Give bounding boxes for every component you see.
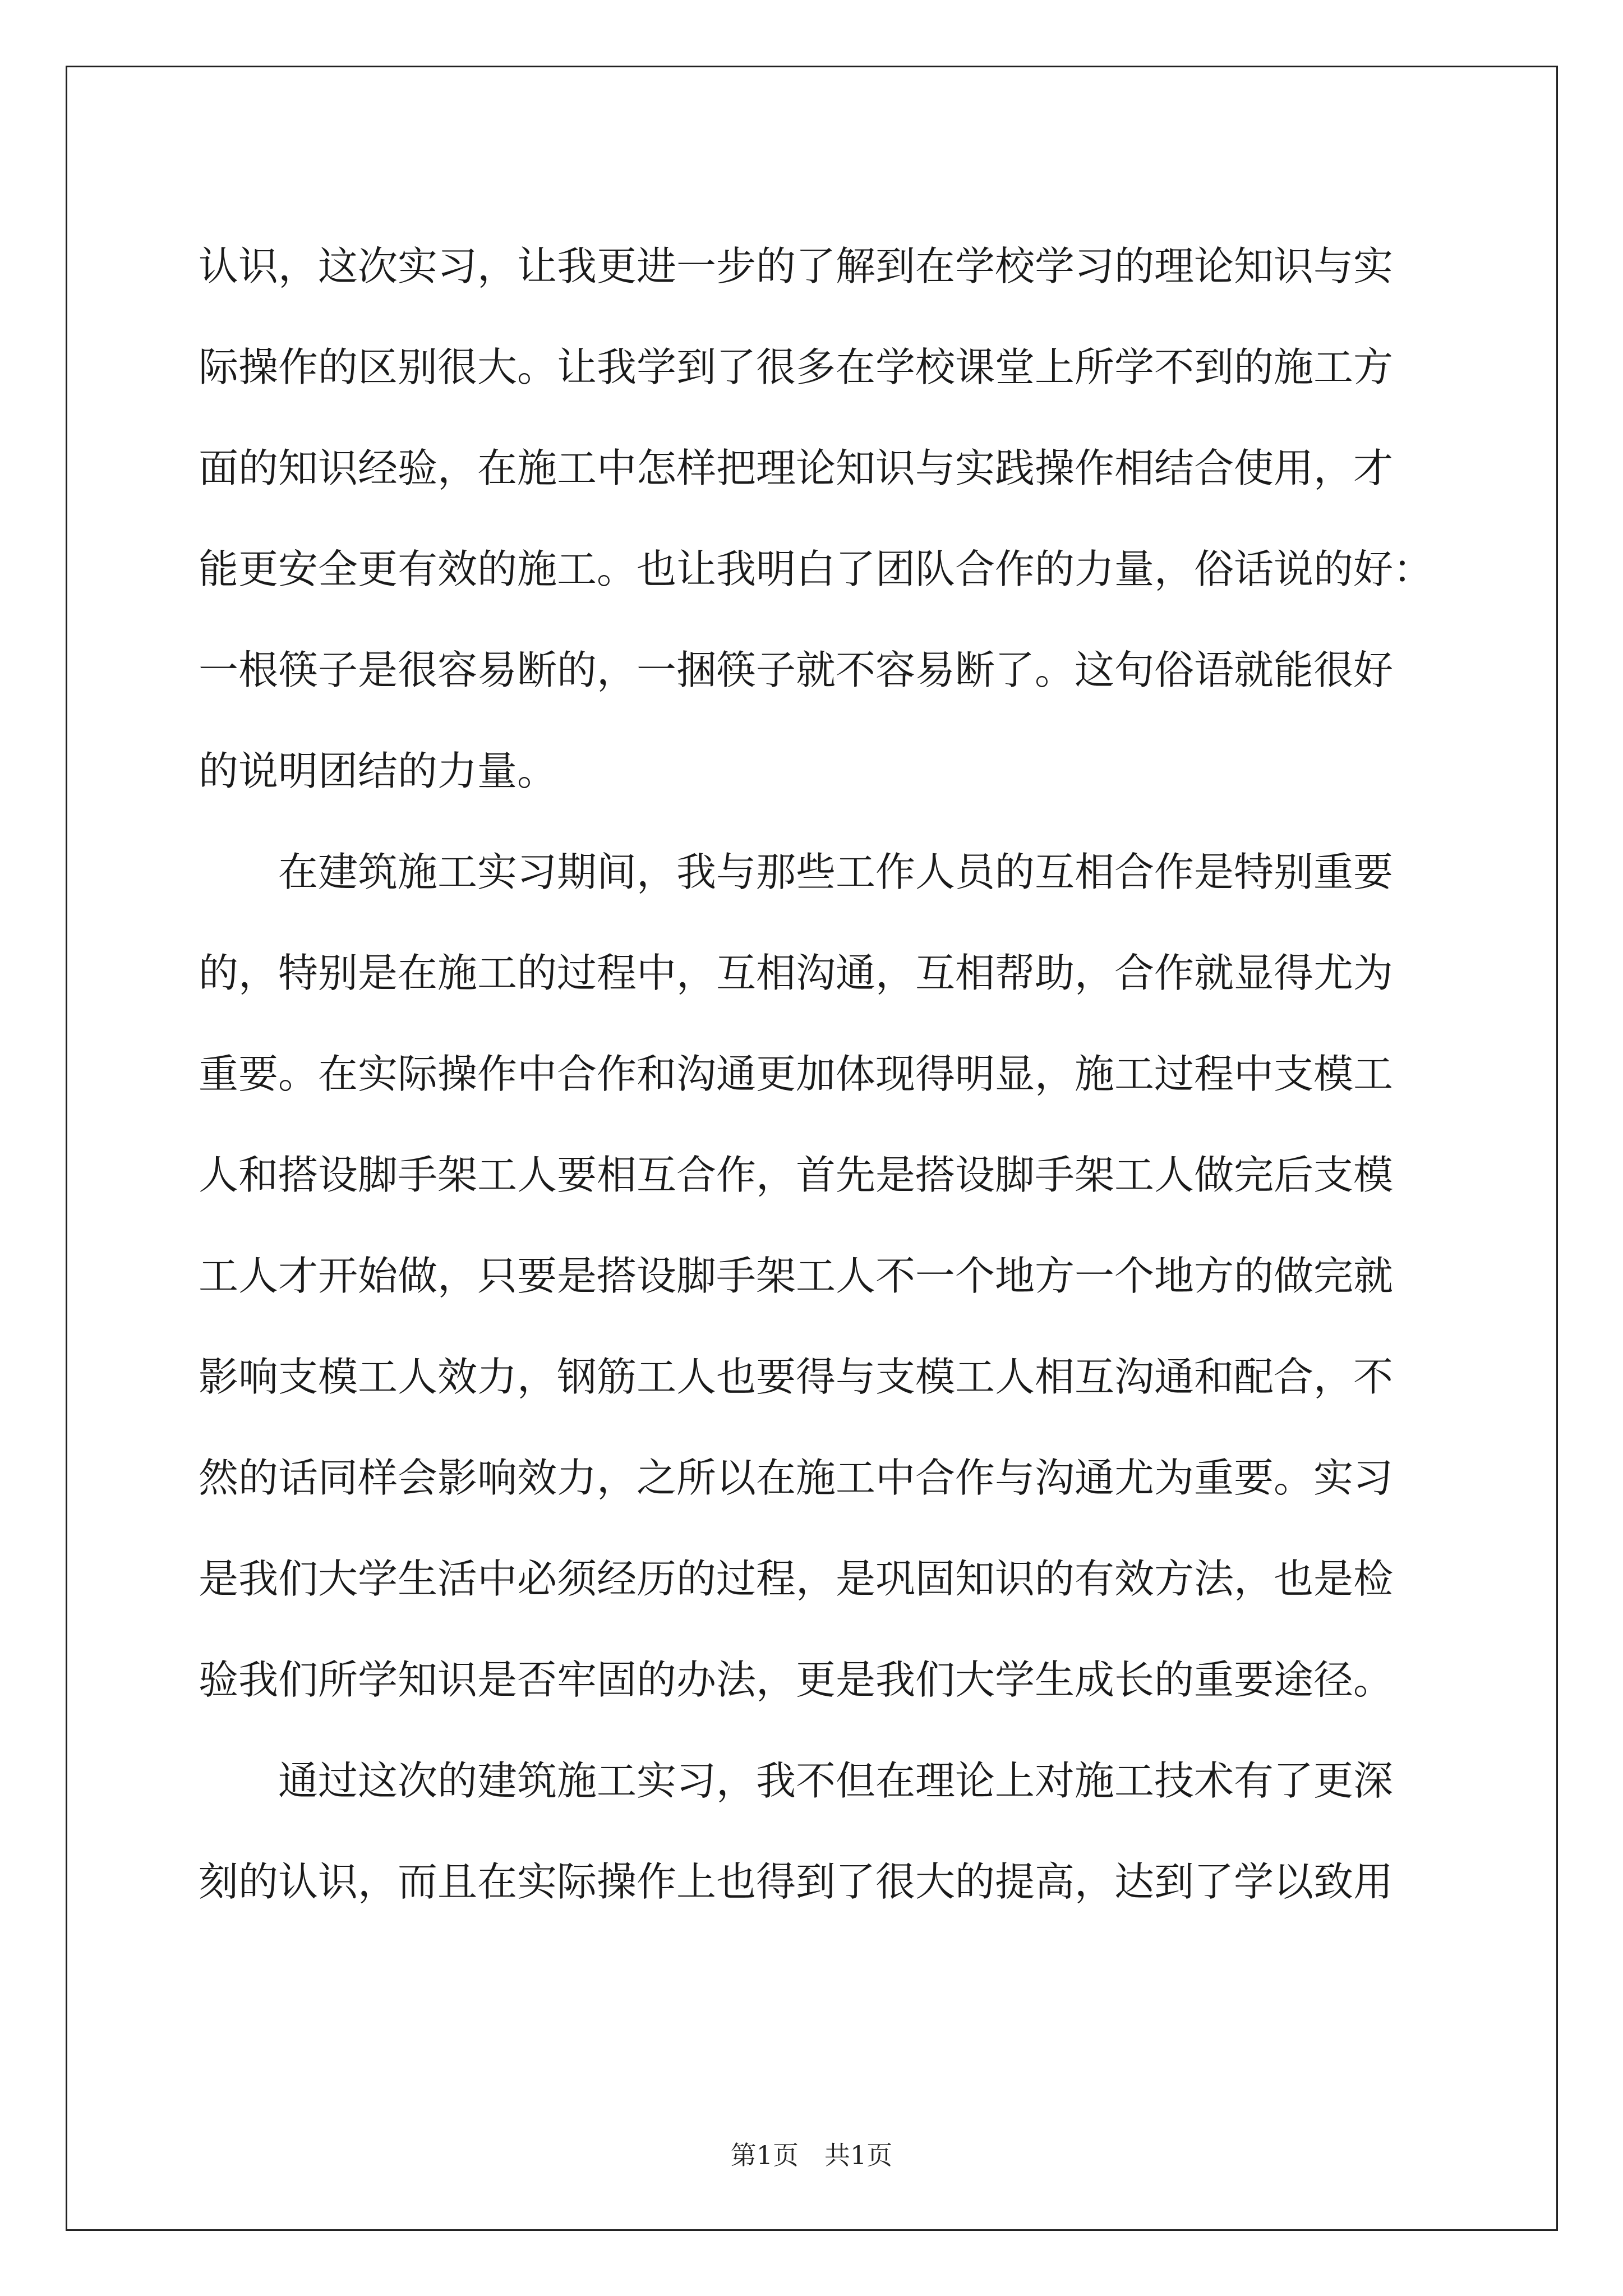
text-line: 是我们大学生活中必须经历的过程，是巩固知识的有效方法，也是检 [199,1556,1394,1602]
text-line: 人和搭设脚手架工人要相互合作，首先是搭设脚手架工人做完后支模 [199,1152,1394,1198]
text-line: 重要。在实际操作中合作和沟通更加体现得明显，施工过程中支模工 [199,1051,1394,1097]
text-line: 通过这次的建筑施工实习，我不但在理论上对施工技术有了更深 [278,1757,1394,1804]
text-line: 的说明团结的力量。 [199,748,557,794]
text-line: 刻的认识，而且在实际操作上也得到了很大的提高，达到了学以致用 [199,1858,1394,1905]
text-line: 然的话同样会影响效力，之所以在施工中合作与沟通尤为重要。实习 [199,1455,1394,1501]
text-line: 影响支模工人效力，钢筋工人也要得与支模工人相互沟通和配合，不 [199,1354,1394,1400]
text-line: 工人才开始做，只要是搭设脚手架工人不一个地方一个地方的做完就 [199,1253,1394,1299]
paragraph-1 [199,216,1438,822]
page-footer [0,2138,1623,2172]
document-body [199,216,1438,1932]
text-line: 认识，这次实习，让我更进一步的了解到在学校学习的理论知识与实 [199,243,1394,289]
paragraph-3 [199,1731,1438,1932]
text-line: 在建筑施工实习期间，我与那些工作人员的互相合作是特别重要 [278,849,1394,895]
text-line: 能更安全更有效的施工。也让我明白了团队合作的力量，俗话说的好： [199,546,1433,592]
page-number-label: 第1页 共1页 [730,2140,893,2170]
text-line: 际操作的区别很大。让我学到了很多在学校课堂上所学不到的施工方 [199,344,1394,390]
text-line: 面的知识经验，在施工中怎样把理论知识与实践操作相结合使用，才 [199,445,1394,491]
text-line: 验我们所学知识是否牢固的办法，更是我们大学生成长的重要途径。 [199,1657,1394,1703]
text-line: 的，特别是在施工的过程中，互相沟通，互相帮助，合作就显得尤为 [199,950,1394,996]
text-line: 一根筷子是很容易断的，一捆筷子就不容易断了。这句俗语就能很好 [199,647,1394,693]
paragraph-2 [199,822,1438,1731]
